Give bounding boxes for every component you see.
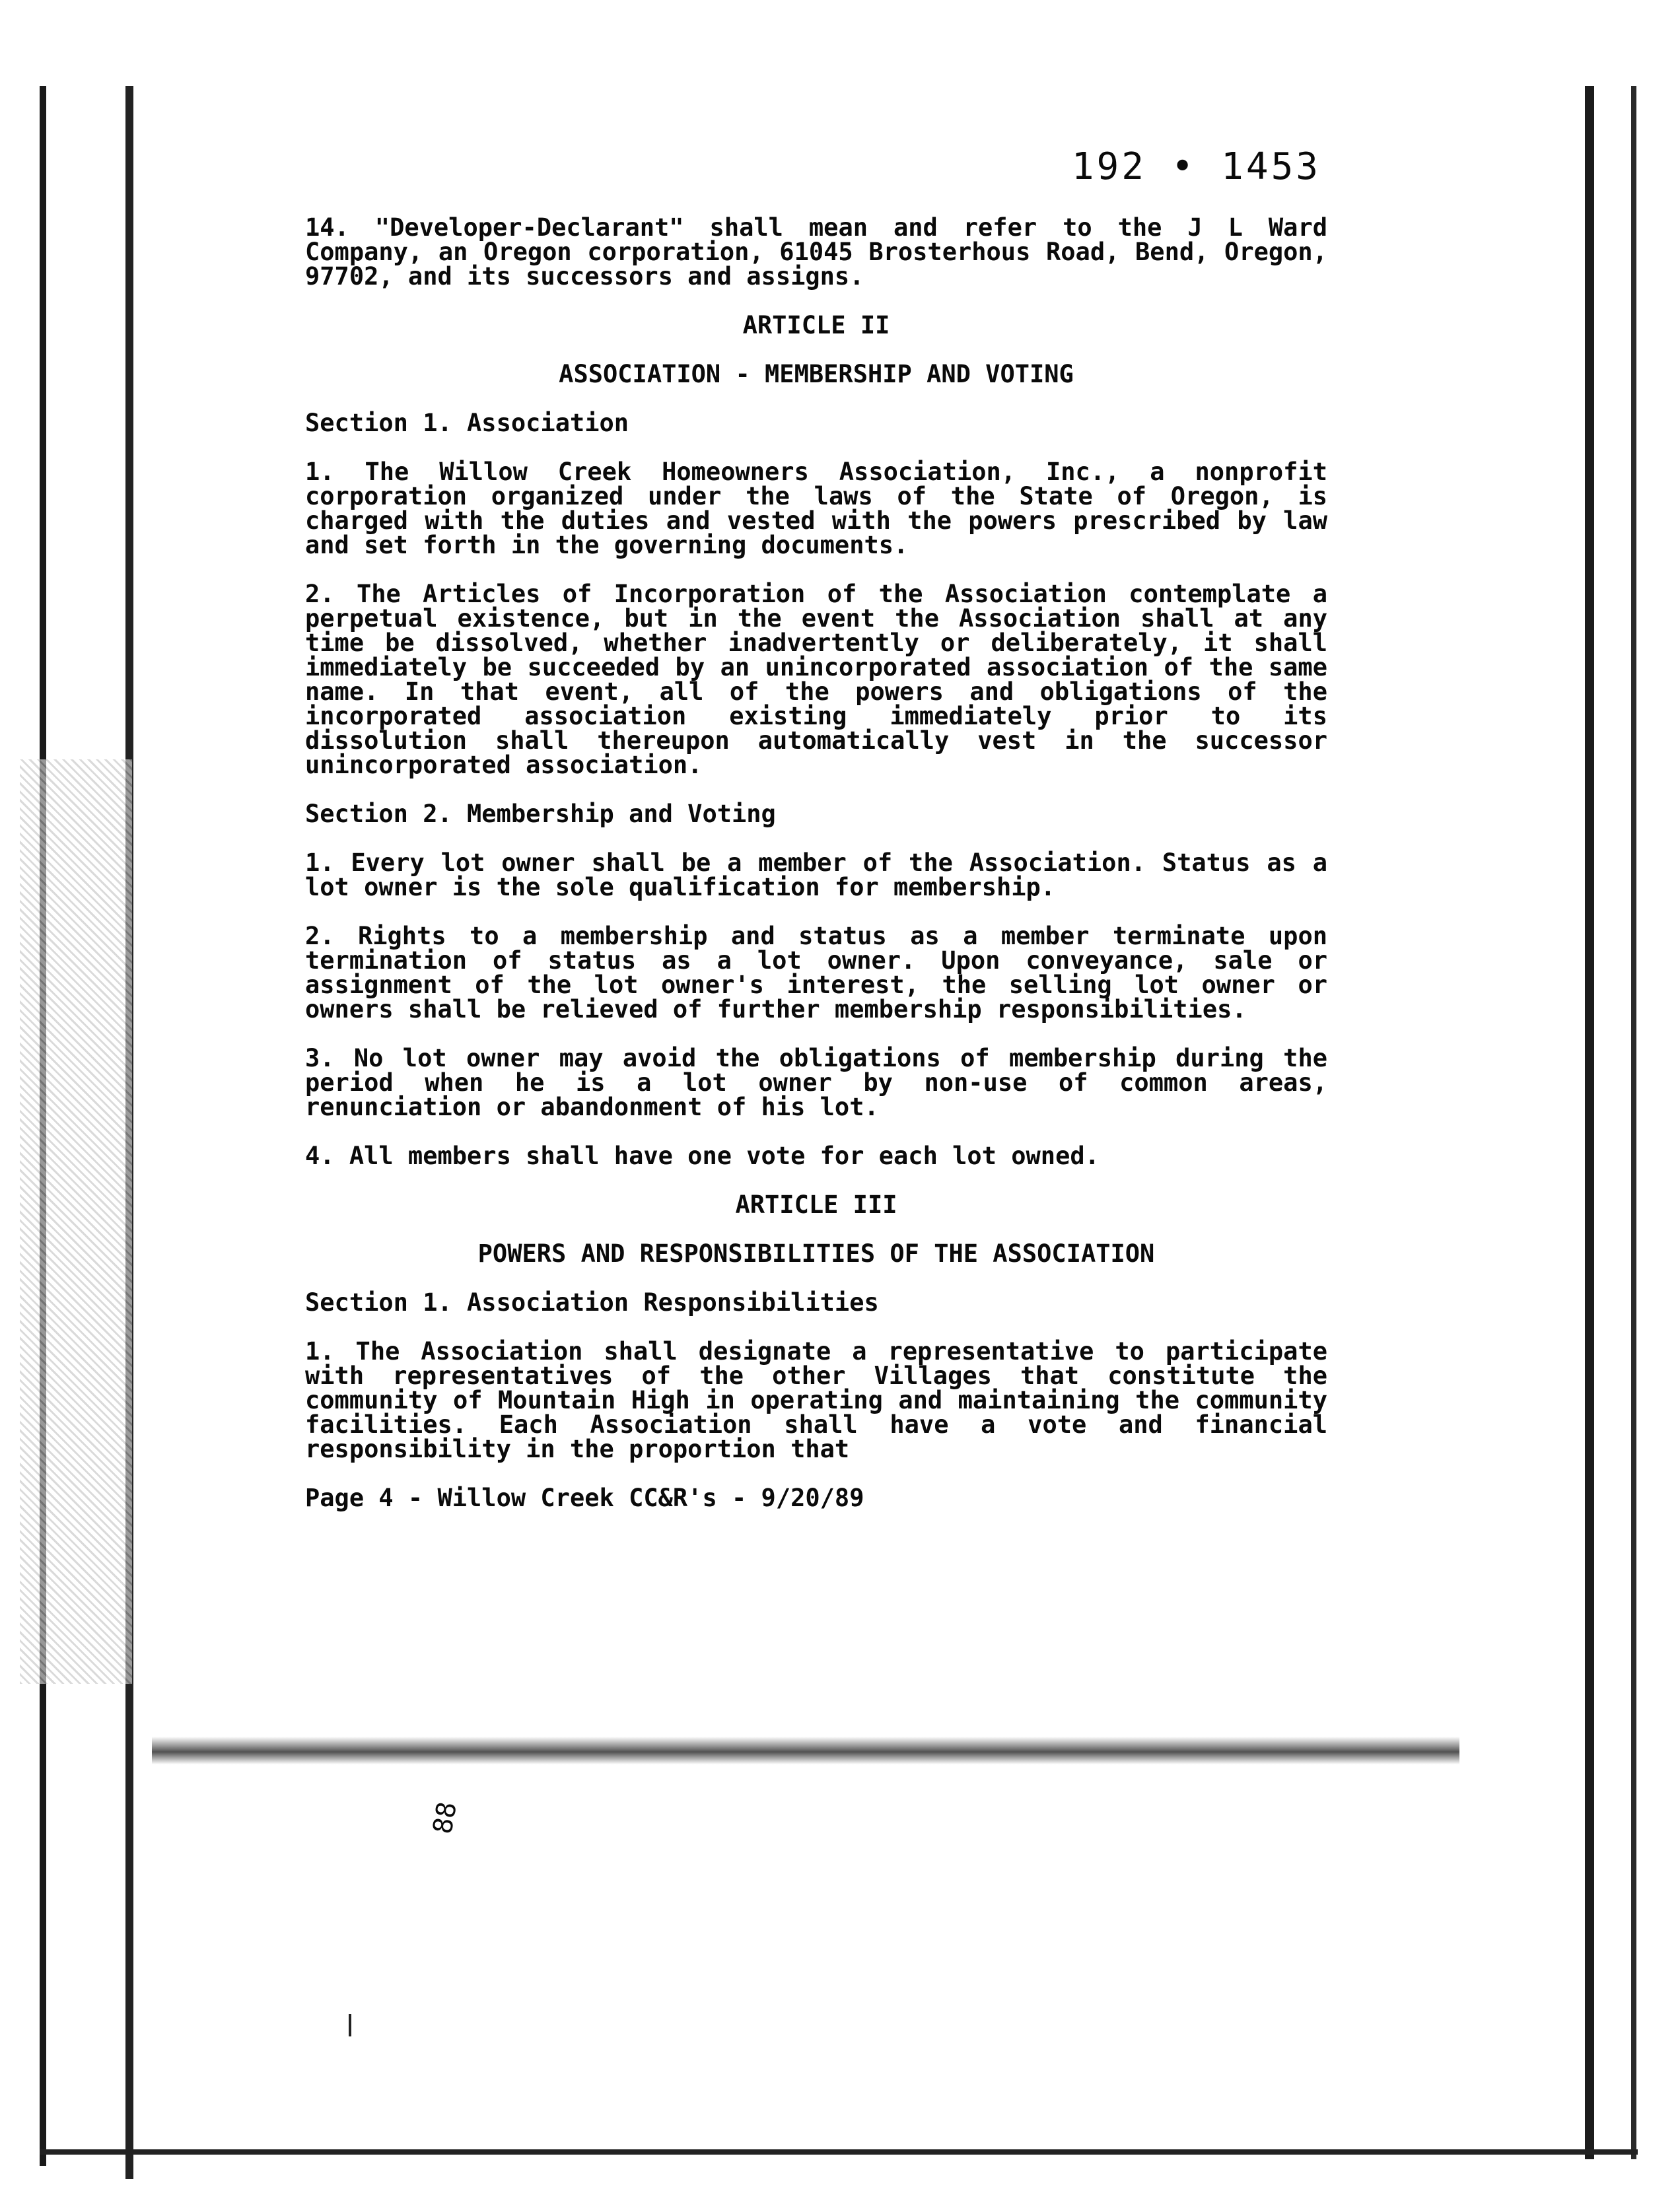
article-2-section-1-heading: Section 1. Association xyxy=(305,409,629,437)
document-page xyxy=(305,132,1327,1510)
article-3-section-1-para-1: 1. The Association shall designate a representative to participate with representatives of the other Villages that constitute the community of Mountain High in operating and maintaining the community facilities. Each Association shall have a vote and financial responsibility in the proportion that xyxy=(305,1337,1327,1463)
margin-handwritten-note: 88 xyxy=(427,1799,463,1836)
article-2-title: ARTICLE II xyxy=(742,311,890,339)
article-2-section-2-heading: Section 2. Membership and Voting xyxy=(305,800,776,828)
page-footer: Page 4 - Willow Creek CC&R's - 9/20/89 xyxy=(305,1484,864,1512)
page-number: 192 • 1453 xyxy=(1071,145,1321,188)
scan-edge-right xyxy=(1585,86,1594,2159)
article-2-section-1-para-1: 1. The Willow Creek Homeowners Association, Inc., a nonprofit corporation organized under the laws of the State of Oregon, is charged with the duties and vested with the powers prescribed by law and set forth in the governing documents. xyxy=(305,458,1327,559)
article-3-section-1-heading: Section 1. Association Responsibilities xyxy=(305,1288,879,1317)
article-2-section-1-para-2: 2. The Articles of Incorporation of the Association contemplate a perpetual existence, but in the event the Association shall at any time be dissolved, whether inadvertently or deliberately, it shall immediately be succeeded by an unincorporated association of the same name. In that event, all of the powers and obligations of the incorporated association existing immediately prior to its dissolution shall thereupon automatically vest in the successor unincorporated association. xyxy=(305,580,1327,779)
article-2-section-2-para-1: 1. Every lot owner shall be a member of the Association. Status as a lot owner is the sole qualification for membership. xyxy=(305,849,1327,901)
scan-edge-bottom xyxy=(40,2149,1638,2155)
article-3-subtitle: POWERS AND RESPONSIBILITIES OF THE ASSOCIATION xyxy=(477,1239,1155,1268)
scan-edge-right-outer xyxy=(1631,86,1636,2159)
definition-14: 14. "Developer-Declarant" shall mean and refer to the J L Ward Company, an Oregon corporation, 61045 Brosterhous Road, Bend, Oregon, 97702, and its successors and assigns. xyxy=(305,213,1327,291)
scan-smudge-bar xyxy=(152,1737,1459,1764)
article-2-subtitle: ASSOCIATION - MEMBERSHIP AND VOTING xyxy=(559,360,1074,388)
article-2-section-2-para-3: 3. No lot owner may avoid the obligations of membership during the period when he is a lot owner by non-use of common areas, renunciation or abandonment of his lot. xyxy=(305,1044,1327,1121)
margin-tick-mark xyxy=(349,2014,351,2036)
article-3-title: ARTICLE III xyxy=(735,1191,897,1219)
article-2-section-2-para-4: 4. All members shall have one vote for each lot owned. xyxy=(305,1142,1100,1170)
article-2-section-2-para-2: 2. Rights to a membership and status as a member terminate upon termination of status as a lot owner. Upon conveyance, sale or assignment of the lot owner's interest, the selling lot owner or owners shall be relieved of further membership responsibilities. xyxy=(305,922,1327,1023)
scan-speckle xyxy=(20,759,132,1684)
